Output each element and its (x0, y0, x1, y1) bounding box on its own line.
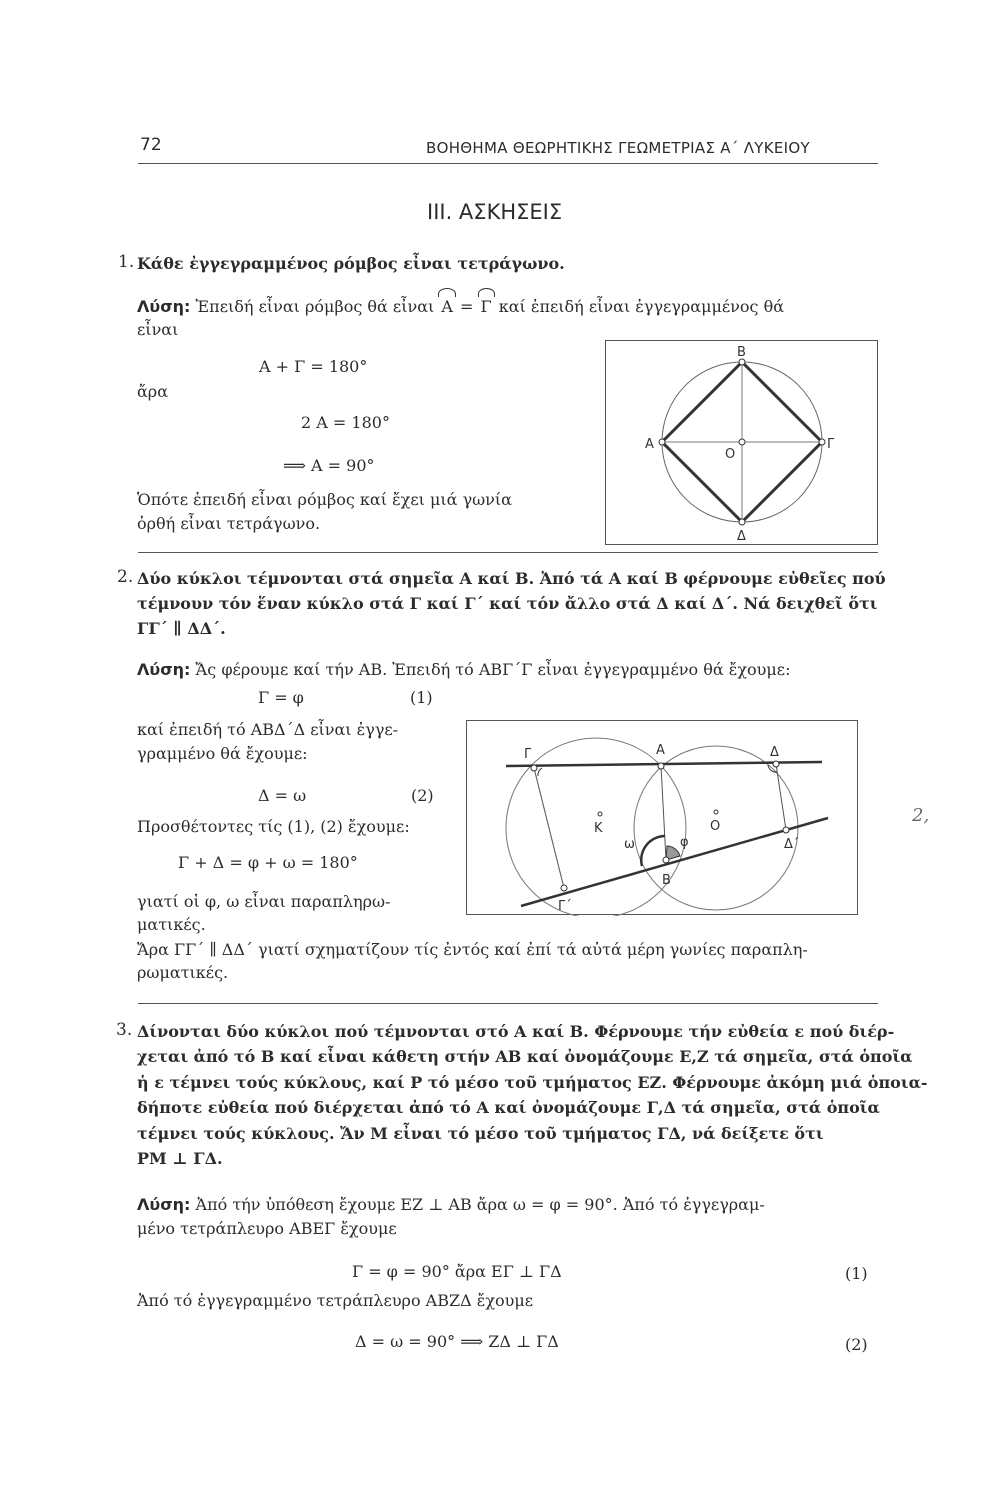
figure-1 (605, 340, 879, 546)
segment-ab (661, 766, 666, 860)
ex3-sol2: μένο τετράπλευρο ΑΒΕΓ ἔχουμε (137, 1219, 397, 1238)
ex2-statement3: ΓΓ΄ ∥ ΔΔ΄. (137, 619, 226, 638)
ex1-solution-label: Λύση: (137, 297, 191, 316)
ex3-statement3: ἡ ε τέμνει τούς κύκλους, καί Ρ τό μέσο τοῦ τμήματος ΕΖ. Φέρνουμε ἀκόμη μιά ὁποια- (137, 1073, 928, 1092)
point-gp (561, 885, 567, 891)
angle-omega (641, 836, 665, 866)
label-a: Α (645, 437, 654, 452)
ex2-sol2: καί ἐπειδή τό ΑΒΔ΄Δ εἶναι ἐγγε- (137, 720, 399, 739)
label-dp: Δ΄ (784, 837, 800, 852)
ex2-eq2: Δ = ω (258, 786, 307, 805)
ex3-number: 3. (116, 1020, 133, 1040)
label-g: Γ (524, 747, 532, 762)
ex3-sol3: Ἀπό τό ἐγγεγραμμένο τετράπλευρο ΑΒΖΔ ἔχουμε (137, 1291, 534, 1310)
label-phi: φ (680, 835, 689, 850)
ex1-ara: ἄρα (137, 382, 169, 401)
label-b: Β (737, 345, 746, 360)
ex2-sol8: ρωματικές. (137, 963, 229, 982)
point-d (773, 761, 779, 767)
ex2-ref2: (2) (411, 786, 434, 805)
ex3-eq2: Δ = ω = 90° ⟹ ΖΔ ⊥ ΓΔ (355, 1332, 559, 1351)
label-g: Γ (827, 437, 835, 452)
ex2-sol6: ματικές. (137, 915, 206, 934)
ex2-eq1: Γ = φ (258, 688, 304, 707)
ex3-eq1: Γ = φ = 90° ἄρα ΕΓ ⊥ ΓΔ (352, 1262, 562, 1281)
ex2-statement2: τέμνουν τόν ἕναν κύκλο στά Γ καί Γ΄ καί τόν ἄλλο στά Δ καί Δ΄. Νά δειχθεῖ ὅτι (137, 594, 878, 613)
point-a (658, 763, 664, 769)
point-o (714, 810, 718, 814)
point-g (531, 765, 537, 771)
segment-ggp (534, 768, 564, 888)
ex2-number: 2. (117, 567, 134, 587)
ex1-conclusion1: Ὁπότε ἐπειδή εἶναι ρόμβος καί ἔχει μιά γωνία (137, 490, 512, 509)
ex3-solution-line1 (137, 1195, 765, 1215)
ex2-sol4: Προσθέτοντες τίς (1), (2) ἔχουμε: (137, 817, 410, 836)
line-gpbdp (521, 818, 828, 906)
header-rule (138, 163, 878, 164)
label-o: Ο (710, 819, 721, 834)
section-title: ΙΙΙ. ΑΣΚΗΣΕΙΣ (427, 200, 563, 224)
label-d: Δ (737, 529, 746, 544)
ex2-statement1: Δύο κύκλοι τέμνονται στά σημεῖα Α καί Β. Ἀπό τά Α καί Β φέρνουμε εὐθεῖες πού (137, 569, 886, 588)
ex3-statement4: δήποτε εὐθεία πού διέρχεται ἀπό τό Α καί ὀνομάζουμε Γ,Δ τά σημεῖα, στά ὁποῖα (137, 1098, 880, 1117)
ex1-eq3: ⟹ Α = 90° (283, 456, 375, 475)
ex2-ref1: (1) (410, 688, 433, 707)
ex3-solution-label: Λύση: (137, 1195, 191, 1214)
segment-ddp (776, 764, 786, 830)
ex3-statement5: τέμνει τούς κύκλους. Ἄν Μ εἶναι τό μέσο τοῦ τμήματος ΓΔ, νά δείξετε ὅτι (137, 1124, 824, 1143)
ex2-sol5: γιατί οἱ φ, ω εἶναι παραπληρω- (137, 892, 391, 911)
margin-mark: 2, (912, 805, 930, 826)
ex3-sol1: Ἀπό τήν ὑπόθεση ἔχουμε ΕΖ ⊥ ΑΒ ἄρα ω = φ = 90°. Ἀπό τό ἐγγεγραμ- (195, 1195, 765, 1214)
ex3-statement6: ΡΜ ⊥ ΓΔ. (137, 1149, 223, 1168)
point-a (659, 439, 665, 445)
running-title: ΒΟΗΘΗΜΑ ΘΕΩΡΗΤΙΚΗΣ ΓΕΩΜΕΤΡΙΑΣ Α΄ ΛΥΚΕΙΟΥ (426, 139, 810, 157)
label-d: Δ (770, 745, 779, 760)
ex1-conclusion2: ὀρθή εἶναι τετράγωνο. (137, 514, 321, 533)
ex1-statement: Κάθε ἐγγεγραμμένος ρόμβος εἶναι τετράγωνο. (137, 254, 565, 273)
ex2-solution-label: Λύση: (137, 660, 191, 679)
point-b (663, 857, 669, 863)
ex1-number: 1. (118, 252, 135, 272)
separator-1 (138, 552, 878, 553)
label-a: Α (656, 743, 665, 758)
ex1-line2: εἶναι (137, 320, 179, 339)
ex2-solution-line1 (137, 660, 790, 680)
point-d (739, 519, 745, 525)
figure-2 (466, 720, 859, 916)
label-k: Κ (594, 821, 603, 836)
angle-g (538, 768, 542, 776)
ex2-eq3: Γ + Δ = φ + ω = 180° (178, 853, 358, 872)
ex1-eq1: Α + Γ = 180° (259, 357, 368, 376)
label-omega: ω (624, 837, 635, 852)
label-b: Β (662, 873, 671, 888)
point-dp (783, 827, 789, 833)
ex3-statement2: χεται ἀπό τό Β καί εἶναι κάθετη στήν ΑΒ καί ὀνομάζουμε Ε,Ζ τά σημεῖα, στά ὁποῖα (137, 1047, 913, 1066)
ex2-sol7: Ἄρα ΓΓ΄ ∥ ΔΔ΄ γιατί σχηματίζουν τίς ἐντός καί ἐπί τά αὐτά μέρη γωνίες παραπλη- (137, 940, 808, 959)
ex3-ref2: (2) (845, 1335, 868, 1354)
point-g (819, 439, 825, 445)
page-number: 72 (140, 135, 162, 155)
label-o: Ο (725, 447, 736, 462)
separator-2 (138, 1003, 878, 1004)
point-o (739, 439, 745, 445)
ex3-statement1: Δίνονται δύο κύκλοι πού τέμνονται στό Α καί Β. Φέρνουμε τήν εὐθεία ε πού διέρ- (137, 1022, 895, 1041)
ex1-line1a: Ἐπειδή εἶναι ρόμβος θά εἶναι (195, 297, 435, 316)
ex2-sol3: γραμμένο θά ἔχουμε: (137, 744, 308, 763)
ex3-ref1: (1) (845, 1264, 868, 1283)
ex1-eq2: 2 Α = 180° (301, 413, 390, 432)
point-k (598, 812, 602, 816)
ex1-line1b: καί ἐπειδή εἶναι ἐγγεγραμμένος θά (498, 297, 785, 316)
label-gp: Γ΄ (558, 899, 572, 914)
ex1-solution-line1: Λύση: Ἐπειδή εἶναι ρόμβος θά εἶναι Α = Γ καί ἐπειδή εἶναι ἐγγεγραμμένος θά (137, 297, 785, 316)
ex2-sol1: Ἄς φέρουμε καί τήν ΑΒ. Ἐπειδή τό ΑΒΓ΄Γ εἶναι ἐγγεγραμμένο θά ἔχουμε: (195, 660, 791, 679)
